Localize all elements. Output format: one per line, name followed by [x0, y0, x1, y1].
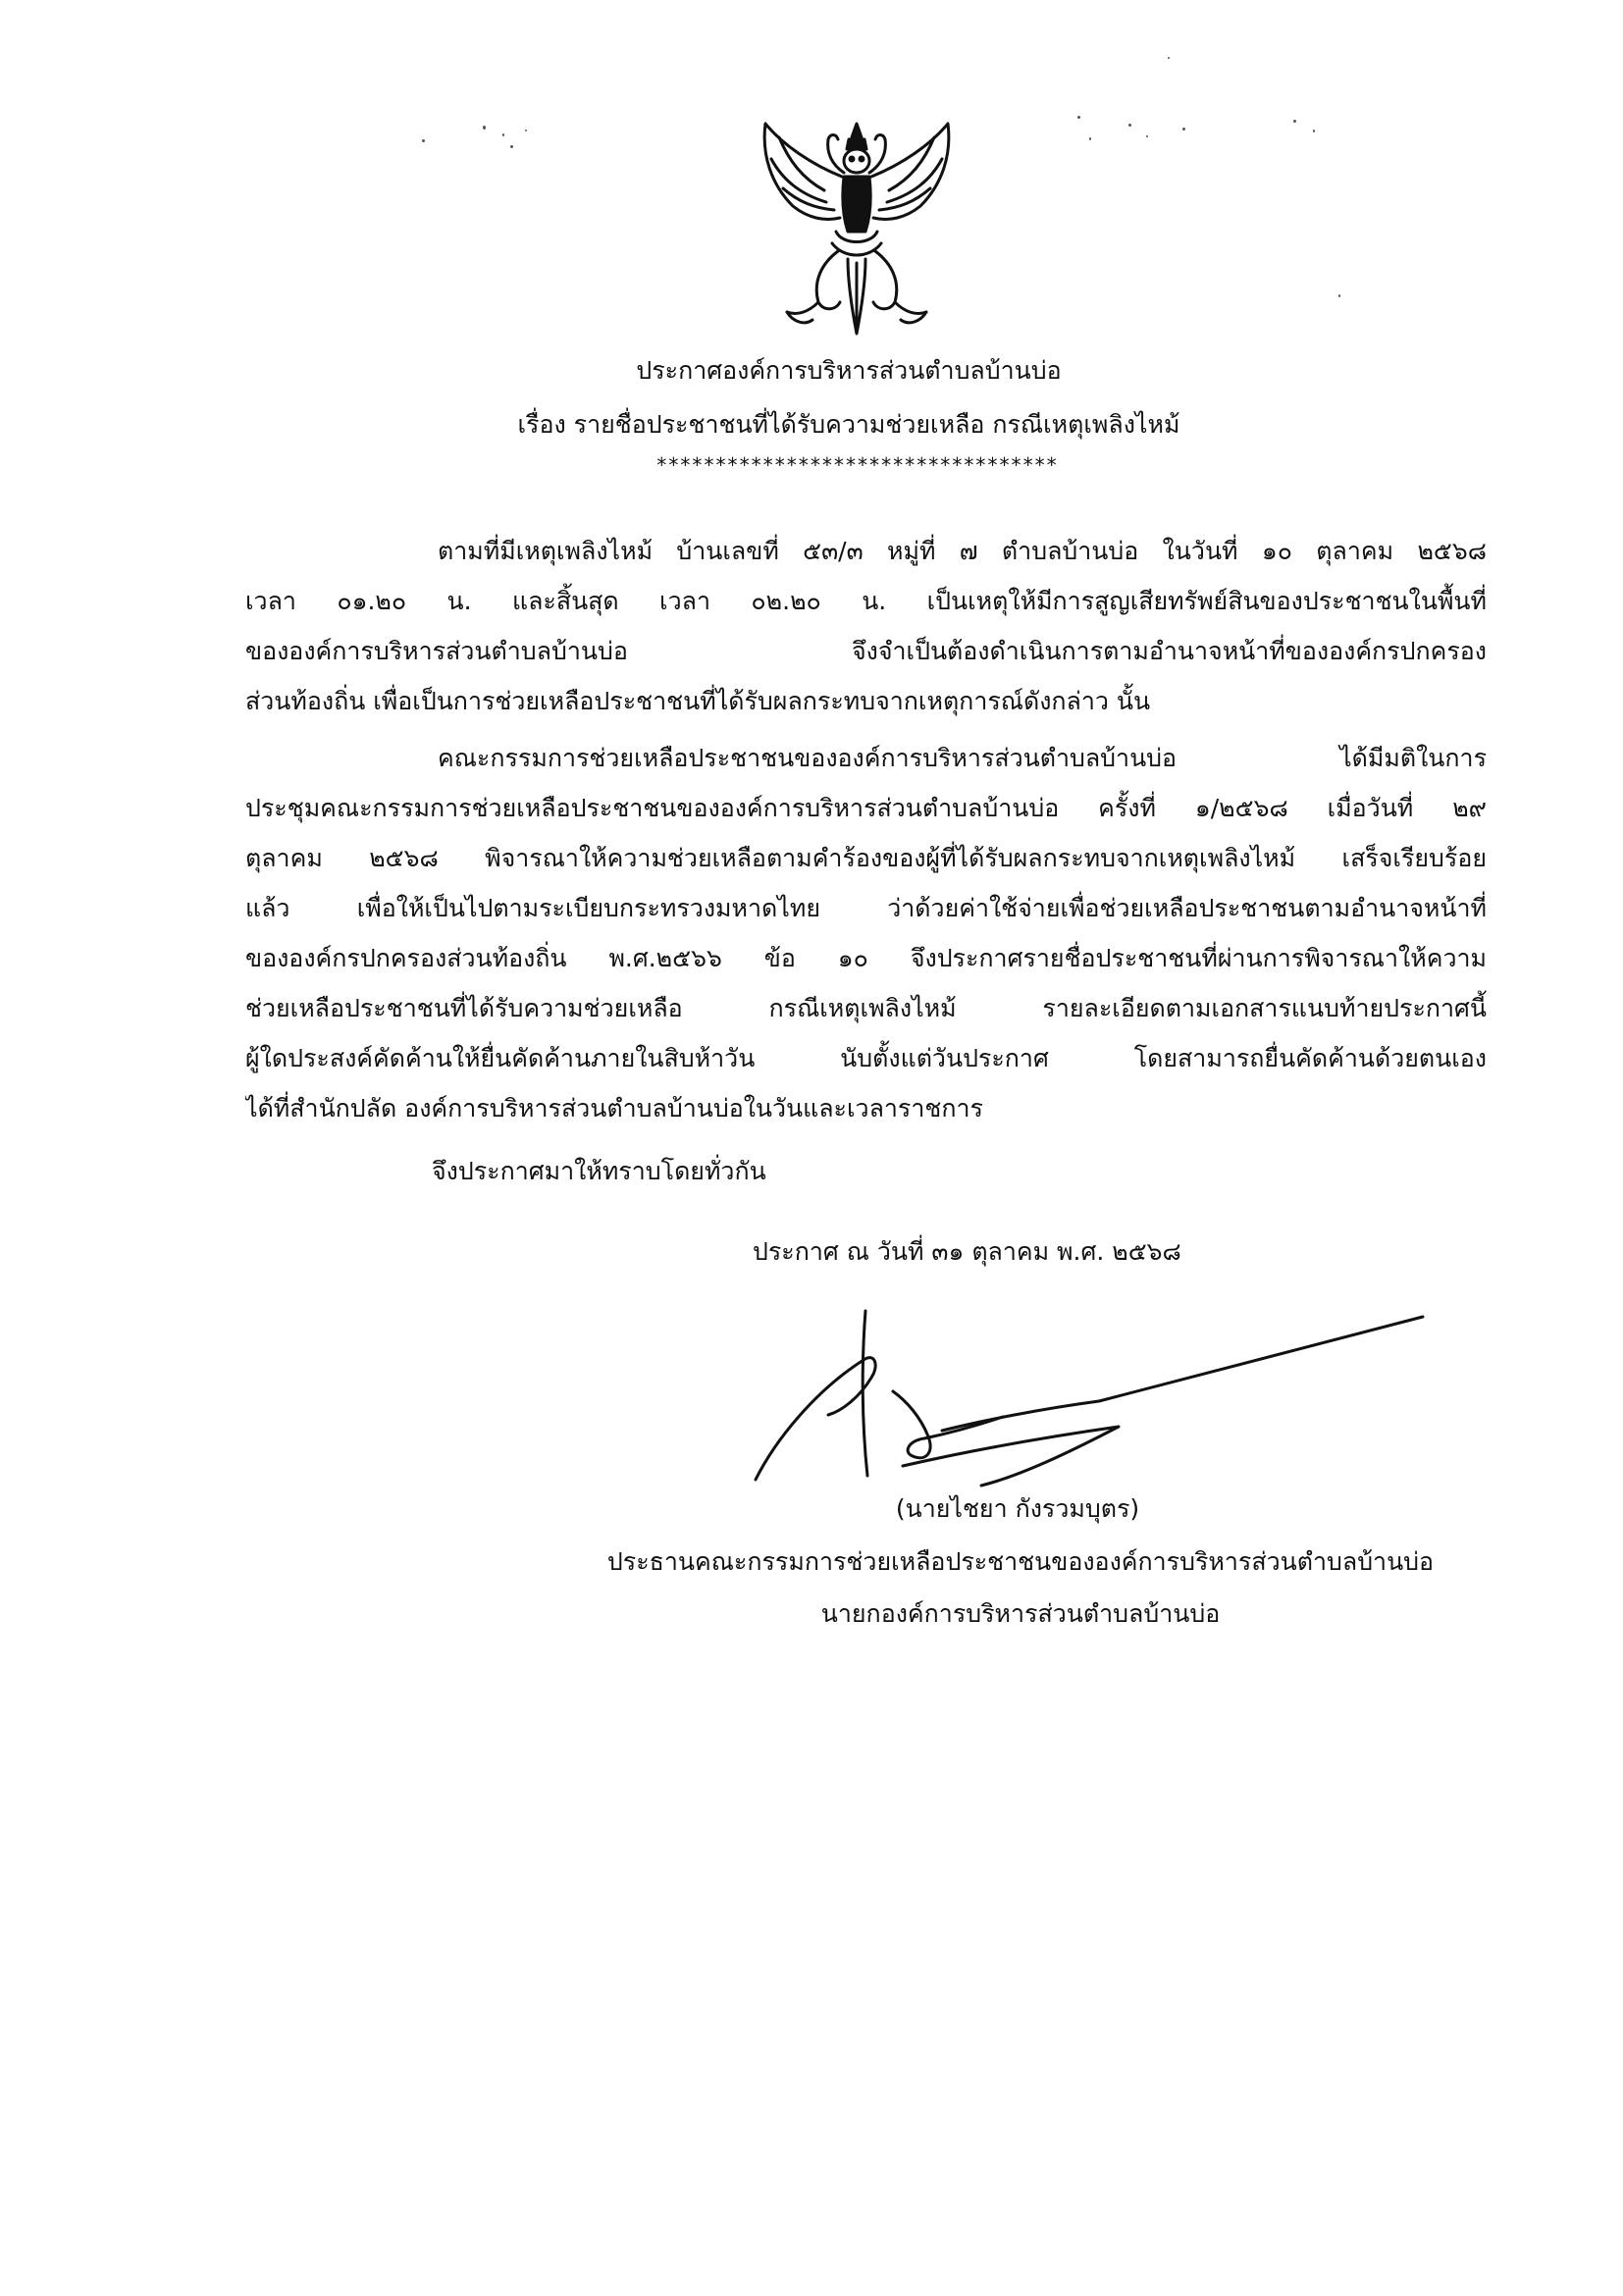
- handwritten-signature-icon: [746, 1283, 1433, 1499]
- paragraph-line: ขององค์การบริหารส่วนตำบลบ้านบ่อ จึงจำเป็นต้องดำเนินการตามอำนาจหน้าที่ขององค์กรปกครอง: [245, 637, 1487, 665]
- paragraph-line: ช่วยเหลือประชาชนที่ได้รับความช่วยเหลือ กรณีเหตุเพลิงไหม้ รายละเอียดตามเอกสารแนบท้ายประกาศนี้: [245, 994, 1487, 1022]
- paragraph-line: ส่วนท้องถิ่น เพื่อเป็นการช่วยเหลือประชาชนที่ได้รับผลกระทบจากเหตุการณ์ดังกล่าว นั้น: [245, 687, 1151, 715]
- announcement-subject: เรื่อง รายชื่อประชาชนที่ได้รับความช่วยเหลือ กรณีเหตุเพลิงไหม้: [517, 410, 1180, 439]
- scan-speck: [502, 133, 504, 136]
- scan-speck: [422, 139, 425, 142]
- announcement-org-title: ประกาศองค์การบริหารส่วนตำบลบ้านบ่อ: [636, 356, 1062, 385]
- paragraph-line: ผู้ใดประสงค์คัดค้านให้ยื่นคัดค้านภายในสิบห้าวัน นับตั้งแต่วันประกาศ โดยสามารถยื่นคัดค้านด้วยตนเอง: [245, 1044, 1487, 1072]
- paragraph-line: เวลา ๐๑.๒๐ น. และสิ้นสุด เวลา ๐๒.๒๐ น. เป็นเหตุให้มีการสูญเสียทรัพย์สินของประชาชนในพื้นที่: [245, 587, 1487, 615]
- scan-speck: [1077, 116, 1080, 119]
- separator-line: **********************************: [655, 453, 1058, 477]
- scan-speck: [1338, 294, 1340, 297]
- scan-speck: [1182, 128, 1185, 130]
- closing-statement: จึงประกาศมาให้ทราบโดยทั่วกัน: [432, 1157, 766, 1185]
- garuda-emblem-icon: [754, 116, 960, 341]
- signer-position-mayor: นายกองค์การบริหารส่วนตำบลบ้านบ่อ: [820, 1599, 1221, 1628]
- paragraph-line: แล้ว เพื่อให้เป็นไปตามระเบียบกระทรวงมหาดไทย ว่าด้วยค่าใช้จ่ายเพื่อช่วยเหลือประชาชนตามอำนาจหน้าที่: [245, 894, 1487, 922]
- body-paragraph-2: [245, 733, 1487, 1133]
- paragraph-line: ได้ที่สำนักปลัด องค์การบริหารส่วนตำบลบ้านบ่อในวันและเวลาราชการ: [245, 1094, 983, 1122]
- scan-speck: [1089, 137, 1091, 140]
- scan-speck: [483, 126, 486, 130]
- paragraph-line: ขององค์กรปกครองส่วนท้องถิ่น พ.ศ.๒๕๖๖ ข้อ ๑๐ จึงประกาศรายชื่อประชาชนที่ผ่านการพิจารณาให้ความ: [245, 944, 1487, 972]
- scan-speck: [1146, 135, 1148, 137]
- body-paragraph-1: [245, 526, 1487, 726]
- scan-speck: [510, 145, 513, 148]
- scan-speck: [1313, 130, 1315, 132]
- paragraph-line: ประชุมคณะกรรมการช่วยเหลือประชาชนขององค์การบริหารส่วนตำบลบ้านบ่อ ครั้งที่ ๑/๒๕๖๘ เมื่อวันที่ ๒๙: [245, 794, 1487, 822]
- paragraph-line: ตุลาคม ๒๕๖๘ พิจารณาให้ความช่วยเหลือตามคำร้องของผู้ที่ได้รับผลกระทบจากเหตุเพลิงไหม้ เสร็จเรียบร้อย: [245, 844, 1487, 872]
- scan-speck: [1293, 120, 1296, 123]
- scan-speck: [1168, 57, 1170, 59]
- announcement-date: ประกาศ ณ วันที่ ๓๑ ตุลาคม พ.ศ. ๒๕๖๘: [753, 1237, 1181, 1266]
- scan-speck: [1128, 124, 1131, 127]
- paragraph-line: คณะกรรมการช่วยเหลือประชาชนขององค์การบริหารส่วนตำบลบ้านบ่อ ได้มีมติในการ: [438, 744, 1487, 772]
- scan-speck: [525, 130, 527, 131]
- signer-name: (นายไชยา กังรวมบุตร): [895, 1494, 1140, 1523]
- signer-position-committee: ประธานคณะกรรมการช่วยเหลือประชาชนขององค์การบริหารส่วนตำบลบ้านบ่อ: [606, 1547, 1435, 1576]
- paragraph-line: ตามที่มีเหตุเพลิงไหม้ บ้านเลขที่ ๕๓/๓ หมู่ที่ ๗ ตำบลบ้านบ่อ ในวันที่ ๑๐ ตุลาคม ๒๕๖๘: [438, 537, 1487, 565]
